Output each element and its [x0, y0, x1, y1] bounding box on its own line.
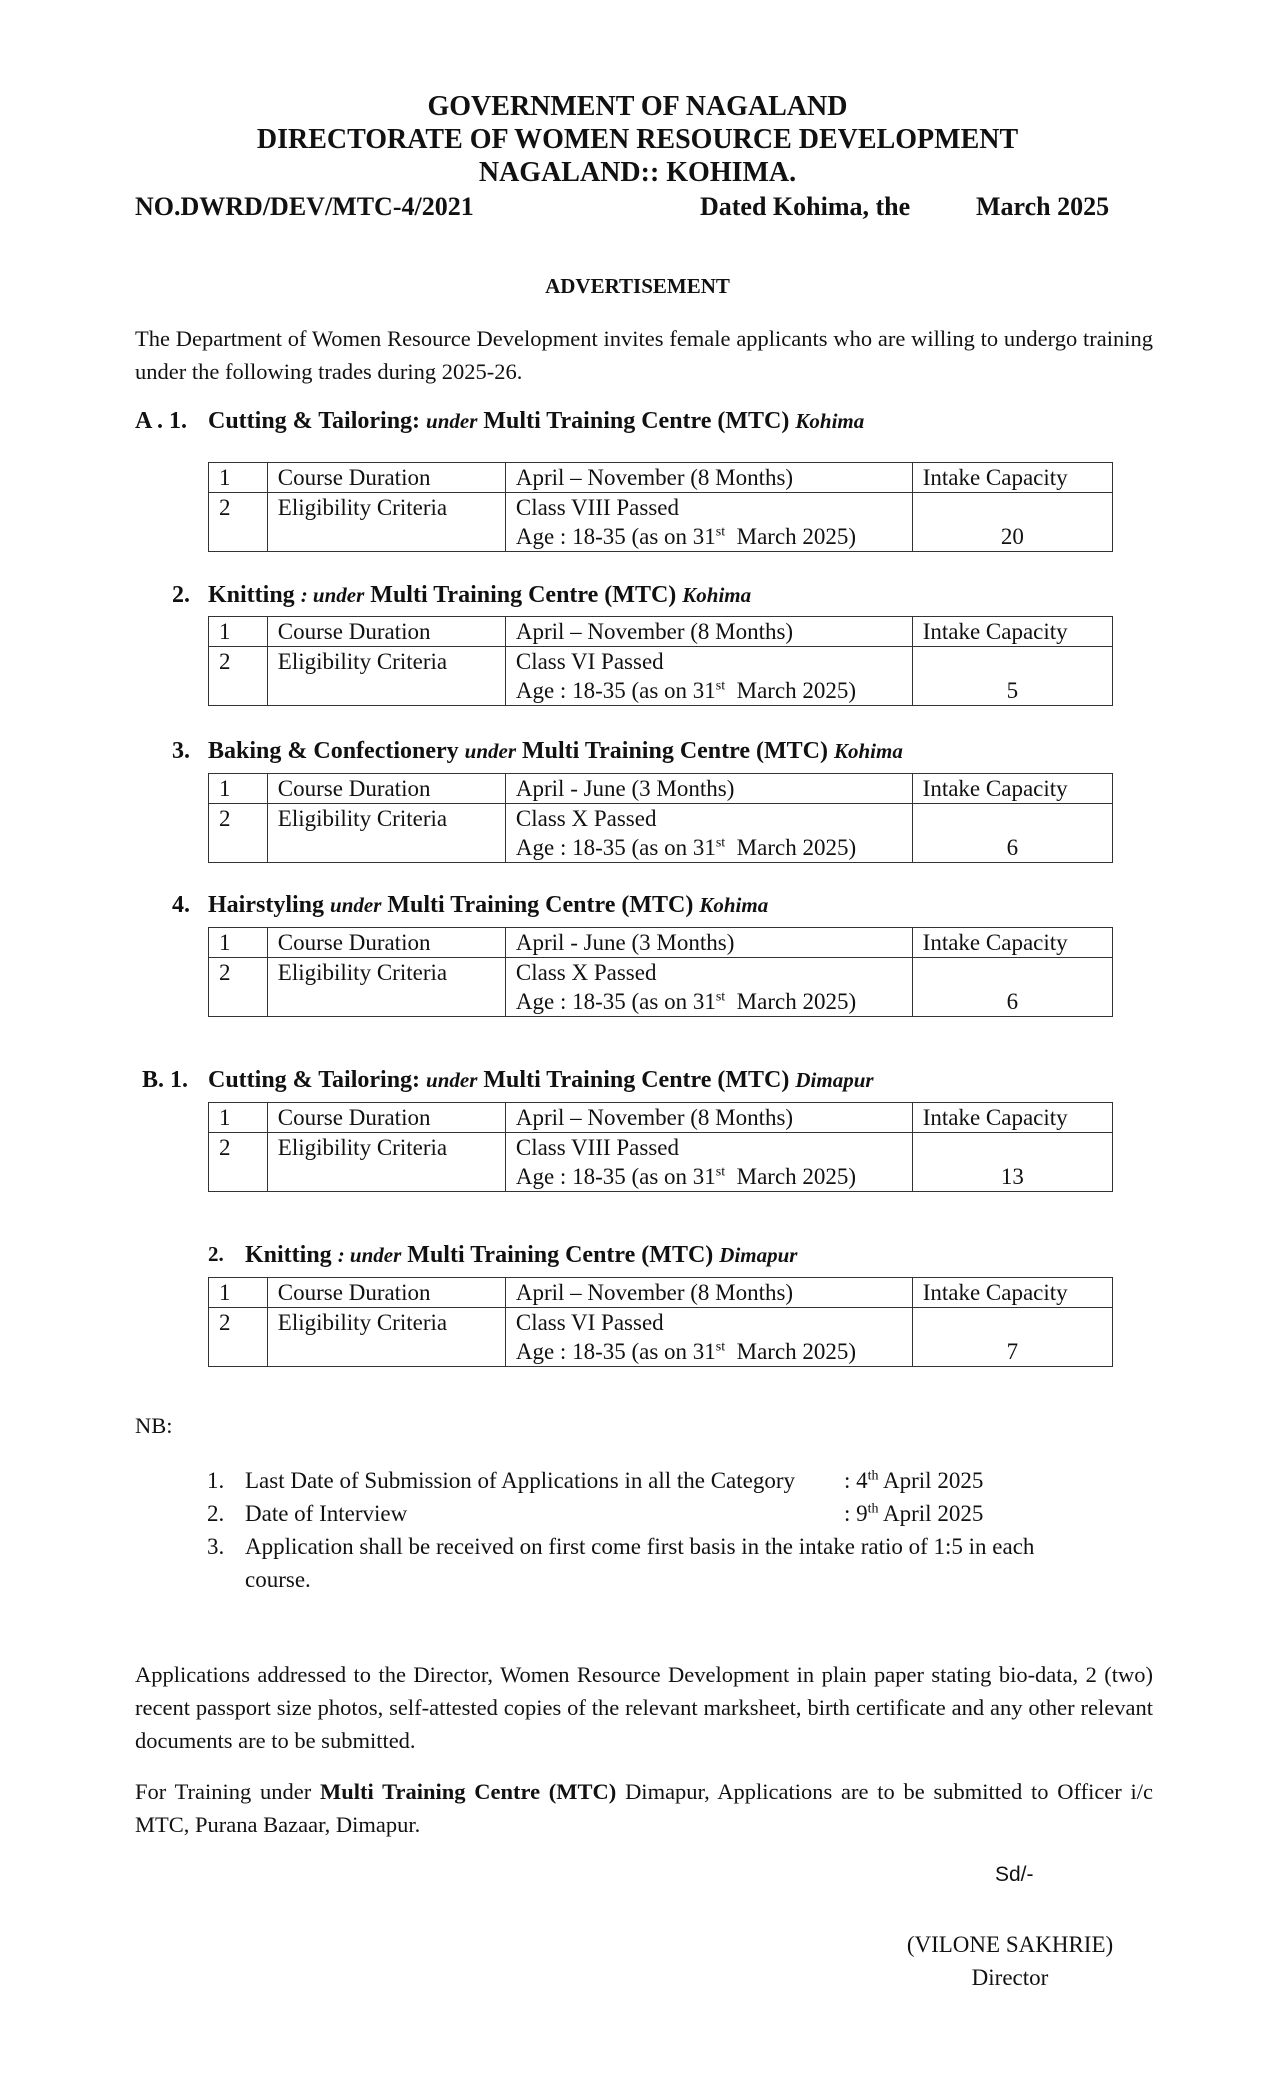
centre-location: Kohima [682, 583, 752, 607]
age-criteria: Age : 18-35 (as on 31st March 2025) [515, 524, 857, 549]
age-criteria: Age : 18-35 (as on 31st March 2025) [515, 1164, 857, 1189]
trade-table [208, 1277, 1113, 1367]
intake-capacity-value: 6 [912, 958, 1112, 1017]
centre-name: Multi Training Centre (MTC) [370, 582, 677, 608]
course-duration-label: Course Duration [267, 1103, 505, 1133]
age-criteria: Age : 18-35 (as on 31st March 2025) [515, 835, 857, 860]
signatory-designation: Director [971, 1965, 1049, 1990]
qualification: Class VIII Passed [515, 1135, 679, 1160]
centre-location: Dimapur [719, 1243, 798, 1267]
table-row [209, 774, 1113, 804]
centre-location: Kohima [699, 893, 769, 917]
table-row [209, 1133, 1113, 1192]
row-number: 2 [209, 958, 268, 1017]
nb-item-text: Last Date of Submission of Applications in all the Category [245, 1468, 796, 1493]
row-number: 2 [209, 647, 268, 706]
under-label: : under [300, 583, 365, 607]
dated-month: March 2025 [976, 192, 1110, 221]
header-line-1: GOVERNMENT OF NAGALAND [427, 91, 848, 122]
nb-item-number: 1. [207, 1468, 225, 1493]
nb-item-text-continued: course. [245, 1567, 311, 1592]
section-number: 4. [172, 892, 190, 918]
course-duration-label: Course Duration [267, 1278, 505, 1308]
course-duration-value: April – November (8 Months) [505, 1278, 912, 1308]
row-number: 1 [209, 928, 268, 958]
table-row [209, 493, 1113, 552]
trade-table [208, 616, 1113, 706]
intake-capacity-label: Intake Capacity [912, 617, 1112, 647]
table-row [209, 1278, 1113, 1308]
trade-name: Knitting [208, 582, 295, 608]
centre-name: Multi Training Centre (MTC) [483, 408, 790, 434]
course-duration-value: April – November (8 Months) [505, 1103, 912, 1133]
table-row [209, 463, 1113, 493]
nb-item-value: : 9th April 2025 [844, 1501, 984, 1526]
table-row [209, 1308, 1113, 1367]
eligibility-value [505, 647, 912, 706]
row-number: 2 [209, 493, 268, 552]
eligibility-value [505, 1133, 912, 1192]
age-criteria: Age : 18-35 (as on 31st March 2025) [515, 1339, 857, 1364]
row-number: 1 [209, 774, 268, 804]
nb-item-number: 2. [207, 1501, 225, 1526]
trade-name: Baking & Confectionery [208, 738, 459, 764]
intake-capacity-label: Intake Capacity [912, 1278, 1112, 1308]
reference-line [135, 192, 1135, 222]
course-duration-label: Course Duration [267, 928, 505, 958]
qualification: Class X Passed [515, 960, 657, 985]
trade-name: Cutting & Tailoring: [208, 408, 421, 434]
qualification: Class VI Passed [515, 649, 664, 674]
table-row [209, 617, 1113, 647]
trade-table [208, 773, 1113, 863]
age-criteria: Age : 18-35 (as on 31st March 2025) [515, 989, 857, 1014]
section-number: 2. [208, 1242, 224, 1266]
eligibility-label: Eligibility Criteria [267, 958, 505, 1017]
eligibility-label: Eligibility Criteria [267, 804, 505, 863]
dimapur-paragraph-bold: Multi Training Centre (MTC) [320, 1779, 617, 1804]
eligibility-label: Eligibility Criteria [267, 1133, 505, 1192]
row-number: 1 [209, 617, 268, 647]
intake-capacity-label: Intake Capacity [912, 928, 1112, 958]
page-title: ADVERTISEMENT [545, 274, 730, 298]
qualification: Class X Passed [515, 806, 657, 831]
section-number: 3. [172, 738, 190, 764]
eligibility-value [505, 493, 912, 552]
centre-location: Dimapur [795, 1068, 874, 1092]
row-number: 1 [209, 463, 268, 493]
intro-paragraph: The Department of Women Resource Development invites female applicants who are willing to undergo training under the following trades during 2025-26. [135, 326, 1153, 384]
intake-capacity-value: 13 [912, 1133, 1112, 1192]
trade-table [208, 1102, 1113, 1192]
nb-item-number: 3. [207, 1534, 225, 1559]
trade-table [208, 462, 1113, 552]
nb-item-text: Date of Interview [245, 1501, 408, 1526]
row-number: 2 [209, 1133, 268, 1192]
centre-location: Kohima [834, 739, 903, 763]
course-duration-value: April – November (8 Months) [505, 463, 912, 493]
applications-paragraph: Applications addressed to the Director, Women Resource Development in plain paper stating bio-data, 2 (two) recent passport size photos, self-attested copies of the relevant marksheet, birth certificate and any other relevant documents are to be submitted. [135, 1662, 1153, 1753]
section-number: B. 1. [142, 1067, 189, 1093]
under-label: : under [337, 1243, 402, 1267]
nb-item-value: : 4th April 2025 [844, 1468, 984, 1493]
centre-name: Multi Training Centre (MTC) [387, 892, 694, 918]
intake-capacity-value: 5 [912, 647, 1112, 706]
row-number: 1 [209, 1103, 268, 1133]
course-duration-value: April – November (8 Months) [505, 617, 912, 647]
centre-name: Multi Training Centre (MTC) [407, 1242, 714, 1268]
sd-mark: Sd/- [995, 1863, 1034, 1886]
course-duration-label: Course Duration [267, 774, 505, 804]
trade-name: Hairstyling [208, 892, 325, 918]
header-line-2: DIRECTORATE OF WOMEN RESOURCE DEVELOPMENT [256, 124, 1019, 155]
qualification: Class VI Passed [515, 1310, 664, 1335]
table-row [209, 958, 1113, 1017]
table-row [209, 1103, 1113, 1133]
trade-table [208, 927, 1113, 1017]
section-number: A . 1. [135, 408, 188, 434]
eligibility-label: Eligibility Criteria [267, 647, 505, 706]
course-duration-value: April - June (3 Months) [505, 774, 912, 804]
course-duration-label: Course Duration [267, 617, 505, 647]
row-number: 2 [209, 804, 268, 863]
trade-name: Knitting [245, 1242, 332, 1268]
centre-name: Multi Training Centre (MTC) [522, 738, 828, 764]
intake-capacity-value: 6 [912, 804, 1112, 863]
under-label: under [330, 893, 382, 917]
row-number: 1 [209, 1278, 268, 1308]
intake-capacity-value: 7 [912, 1308, 1112, 1367]
trade-name: Cutting & Tailoring: [208, 1067, 421, 1093]
nb-label: NB: [135, 1413, 173, 1438]
under-label: under [464, 739, 517, 763]
qualification: Class VIII Passed [515, 495, 679, 520]
intake-capacity-label: Intake Capacity [912, 774, 1112, 804]
intake-capacity-label: Intake Capacity [912, 463, 1112, 493]
eligibility-label: Eligibility Criteria [267, 493, 505, 552]
table-row [209, 928, 1113, 958]
centre-location: Kohima [795, 409, 865, 433]
course-duration-label: Course Duration [267, 463, 505, 493]
eligibility-value [505, 958, 912, 1017]
header-line-3: NAGALAND:: KOHIMA. [478, 157, 797, 188]
eligibility-label: Eligibility Criteria [267, 1308, 505, 1367]
eligibility-value [505, 804, 912, 863]
section-number: 2. [172, 582, 190, 608]
course-duration-value: April - June (3 Months) [505, 928, 912, 958]
table-row [209, 647, 1113, 706]
dated-label: Dated Kohima, the [700, 192, 911, 221]
centre-name: Multi Training Centre (MTC) [483, 1067, 790, 1093]
intake-capacity-value: 20 [912, 493, 1112, 552]
row-number: 2 [209, 1308, 268, 1367]
table-row [209, 804, 1113, 863]
eligibility-value [505, 1308, 912, 1367]
under-label: under [426, 1068, 478, 1092]
dimapur-paragraph: For Training under Multi Training Centre (MTC) Dimapur, Applications are to be submitted to Officer i/c MTC, Purana Bazaar, Dimapur. [135, 1779, 1154, 1837]
age-criteria: Age : 18-35 (as on 31st March 2025) [515, 678, 857, 703]
reference-number: NO.DWRD/DEV/MTC-4/2021 [135, 192, 474, 221]
signatory-name: (VILONE SAKHRIE) [906, 1932, 1114, 1957]
nb-item-text: Application shall be received on first come first basis in the intake ratio of 1:5 in each [245, 1534, 1035, 1559]
under-label: under [426, 409, 478, 433]
intake-capacity-label: Intake Capacity [912, 1103, 1112, 1133]
